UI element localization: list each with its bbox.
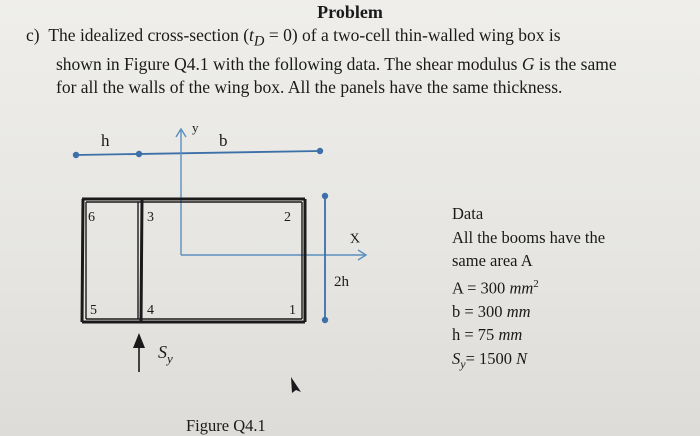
boom-2-label: 2	[284, 210, 291, 225]
boom-5-label: 5	[90, 303, 97, 318]
problem-title: Problem	[317, 2, 383, 22]
thickness-subscript: D	[253, 33, 265, 50]
sy-text: = 1500	[465, 348, 517, 368]
shear-load-arrow	[133, 333, 145, 372]
statement-text: = 0) of a two-cell thin-walled wing box is	[264, 25, 561, 45]
thickness-symbol: t	[249, 25, 254, 45]
b-unit: mm	[506, 301, 531, 321]
statement-text: is the same	[534, 54, 617, 74]
top-dimension-line	[73, 148, 323, 158]
statement-text: The idealized cross-section (	[48, 25, 250, 45]
label-x: X	[349, 231, 361, 248]
part-label: c)	[26, 25, 40, 45]
b-text: b = 300	[452, 301, 507, 321]
area-unit: mm	[509, 278, 534, 297]
data-panel	[452, 202, 605, 376]
y-axis	[176, 129, 186, 255]
data-heading: Data	[452, 204, 484, 223]
label-2h: 2h	[334, 274, 349, 290]
boom-3-label: 3	[147, 210, 154, 225]
area-exponent: 2	[533, 277, 539, 290]
figure-caption: Figure Q4.1	[186, 416, 266, 435]
data-b-value	[452, 300, 605, 324]
area-text: A = 300	[452, 278, 510, 297]
boom-4-label: 4	[147, 303, 154, 318]
boom-6-label: 6	[88, 210, 95, 225]
h-text: h = 75	[452, 325, 499, 344]
boom-1-label: 1	[289, 303, 296, 318]
wing-box-inner-lines	[86, 202, 302, 319]
wing-box-outline	[82, 199, 305, 322]
sy-symbol: S	[452, 348, 461, 368]
load-label	[158, 342, 173, 366]
data-sy-value	[452, 347, 605, 377]
load-subscript: y	[167, 351, 173, 366]
sy-subscript: y	[460, 356, 466, 371]
load-symbol: S	[158, 342, 167, 362]
data-line-area: same area A	[452, 251, 533, 270]
shear-modulus-symbol: G	[521, 54, 535, 74]
data-line-booms: All the booms have the	[452, 227, 606, 247]
statement-line-3: for all the walls of the wing box. All the panels have the same thickness.	[56, 76, 563, 97]
label-y: y	[192, 120, 199, 135]
cursor-icon	[291, 377, 301, 393]
data-area-value	[452, 273, 605, 300]
sy-unit: N	[516, 348, 528, 368]
statement-text: shown in Figure Q4.1 with the following data. The shear modulus	[56, 54, 522, 74]
right-dimension-line	[322, 193, 328, 323]
label-h: h	[101, 131, 110, 150]
h-unit: mm	[498, 325, 523, 344]
x-axis	[181, 250, 366, 260]
data-h-value	[452, 323, 605, 347]
label-b: b	[219, 131, 228, 150]
